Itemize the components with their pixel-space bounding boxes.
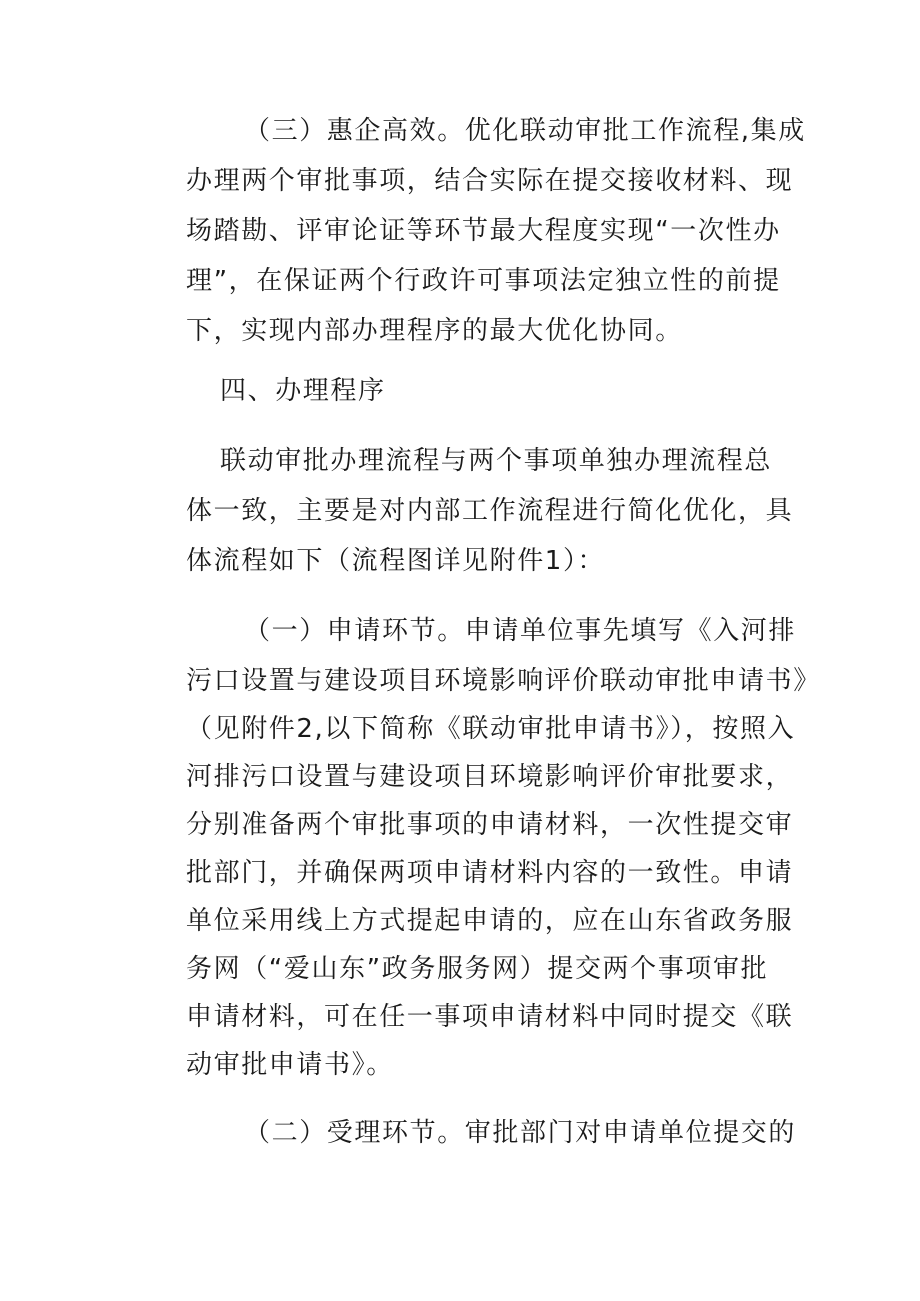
- text-line: 体一致，主要是对内部工作流程进行简化优化，具: [186, 496, 794, 526]
- text-line: （三）惠企高效。优化联动审批工作流程,集成: [244, 116, 806, 146]
- text-line: 批部门，并确保两项申请材料内容的一致性。申请: [186, 858, 794, 888]
- text-line: 场踏勘、评审论证等环节最大程度实现“一次性办: [186, 216, 781, 246]
- text-line: 下，实现内部办理程序的最大优化协同。: [186, 316, 683, 346]
- text-line: （见附件2,以下简称《联动审批申请书》），按照入: [186, 714, 796, 744]
- text-line: 污口设置与建设项目环境影响评价联动审批申请书》: [186, 666, 821, 696]
- text-line: 体流程如下（流程图详见附件1）：: [186, 546, 606, 576]
- text-line: 办理两个审批事项，结合实际在提交接收材料、现: [186, 166, 794, 196]
- text-line: 联动审批办理流程与两个事项单独办理流程总: [220, 446, 773, 476]
- text-line: 单位采用线上方式提起申请的，应在山东省政务服: [186, 906, 794, 936]
- text-line: 申请材料，可在任一事项申请材料中同时提交《联: [186, 1002, 794, 1032]
- text-line: 务网（“爱山东”政务服务网）提交两个事项审批: [186, 954, 769, 984]
- text-line: 分别准备两个审批事项的申请材料，一次性提交审: [186, 810, 794, 840]
- text-line: 理”，在保证两个行政许可事项法定独立性的前提: [186, 266, 781, 296]
- paragraph-acceptance-step: （二）受理环节。审批部门对申请单位提交的: [244, 1118, 797, 1148]
- text-line: 河排污口设置与建设项目环境影响评价审批要求，: [186, 762, 794, 792]
- section-heading: 四、办理程序: [220, 376, 386, 406]
- text-line: 动审批申请书》。: [186, 1050, 394, 1080]
- text-line: （一）申请环节。申请单位事先填写《入河排: [244, 616, 797, 646]
